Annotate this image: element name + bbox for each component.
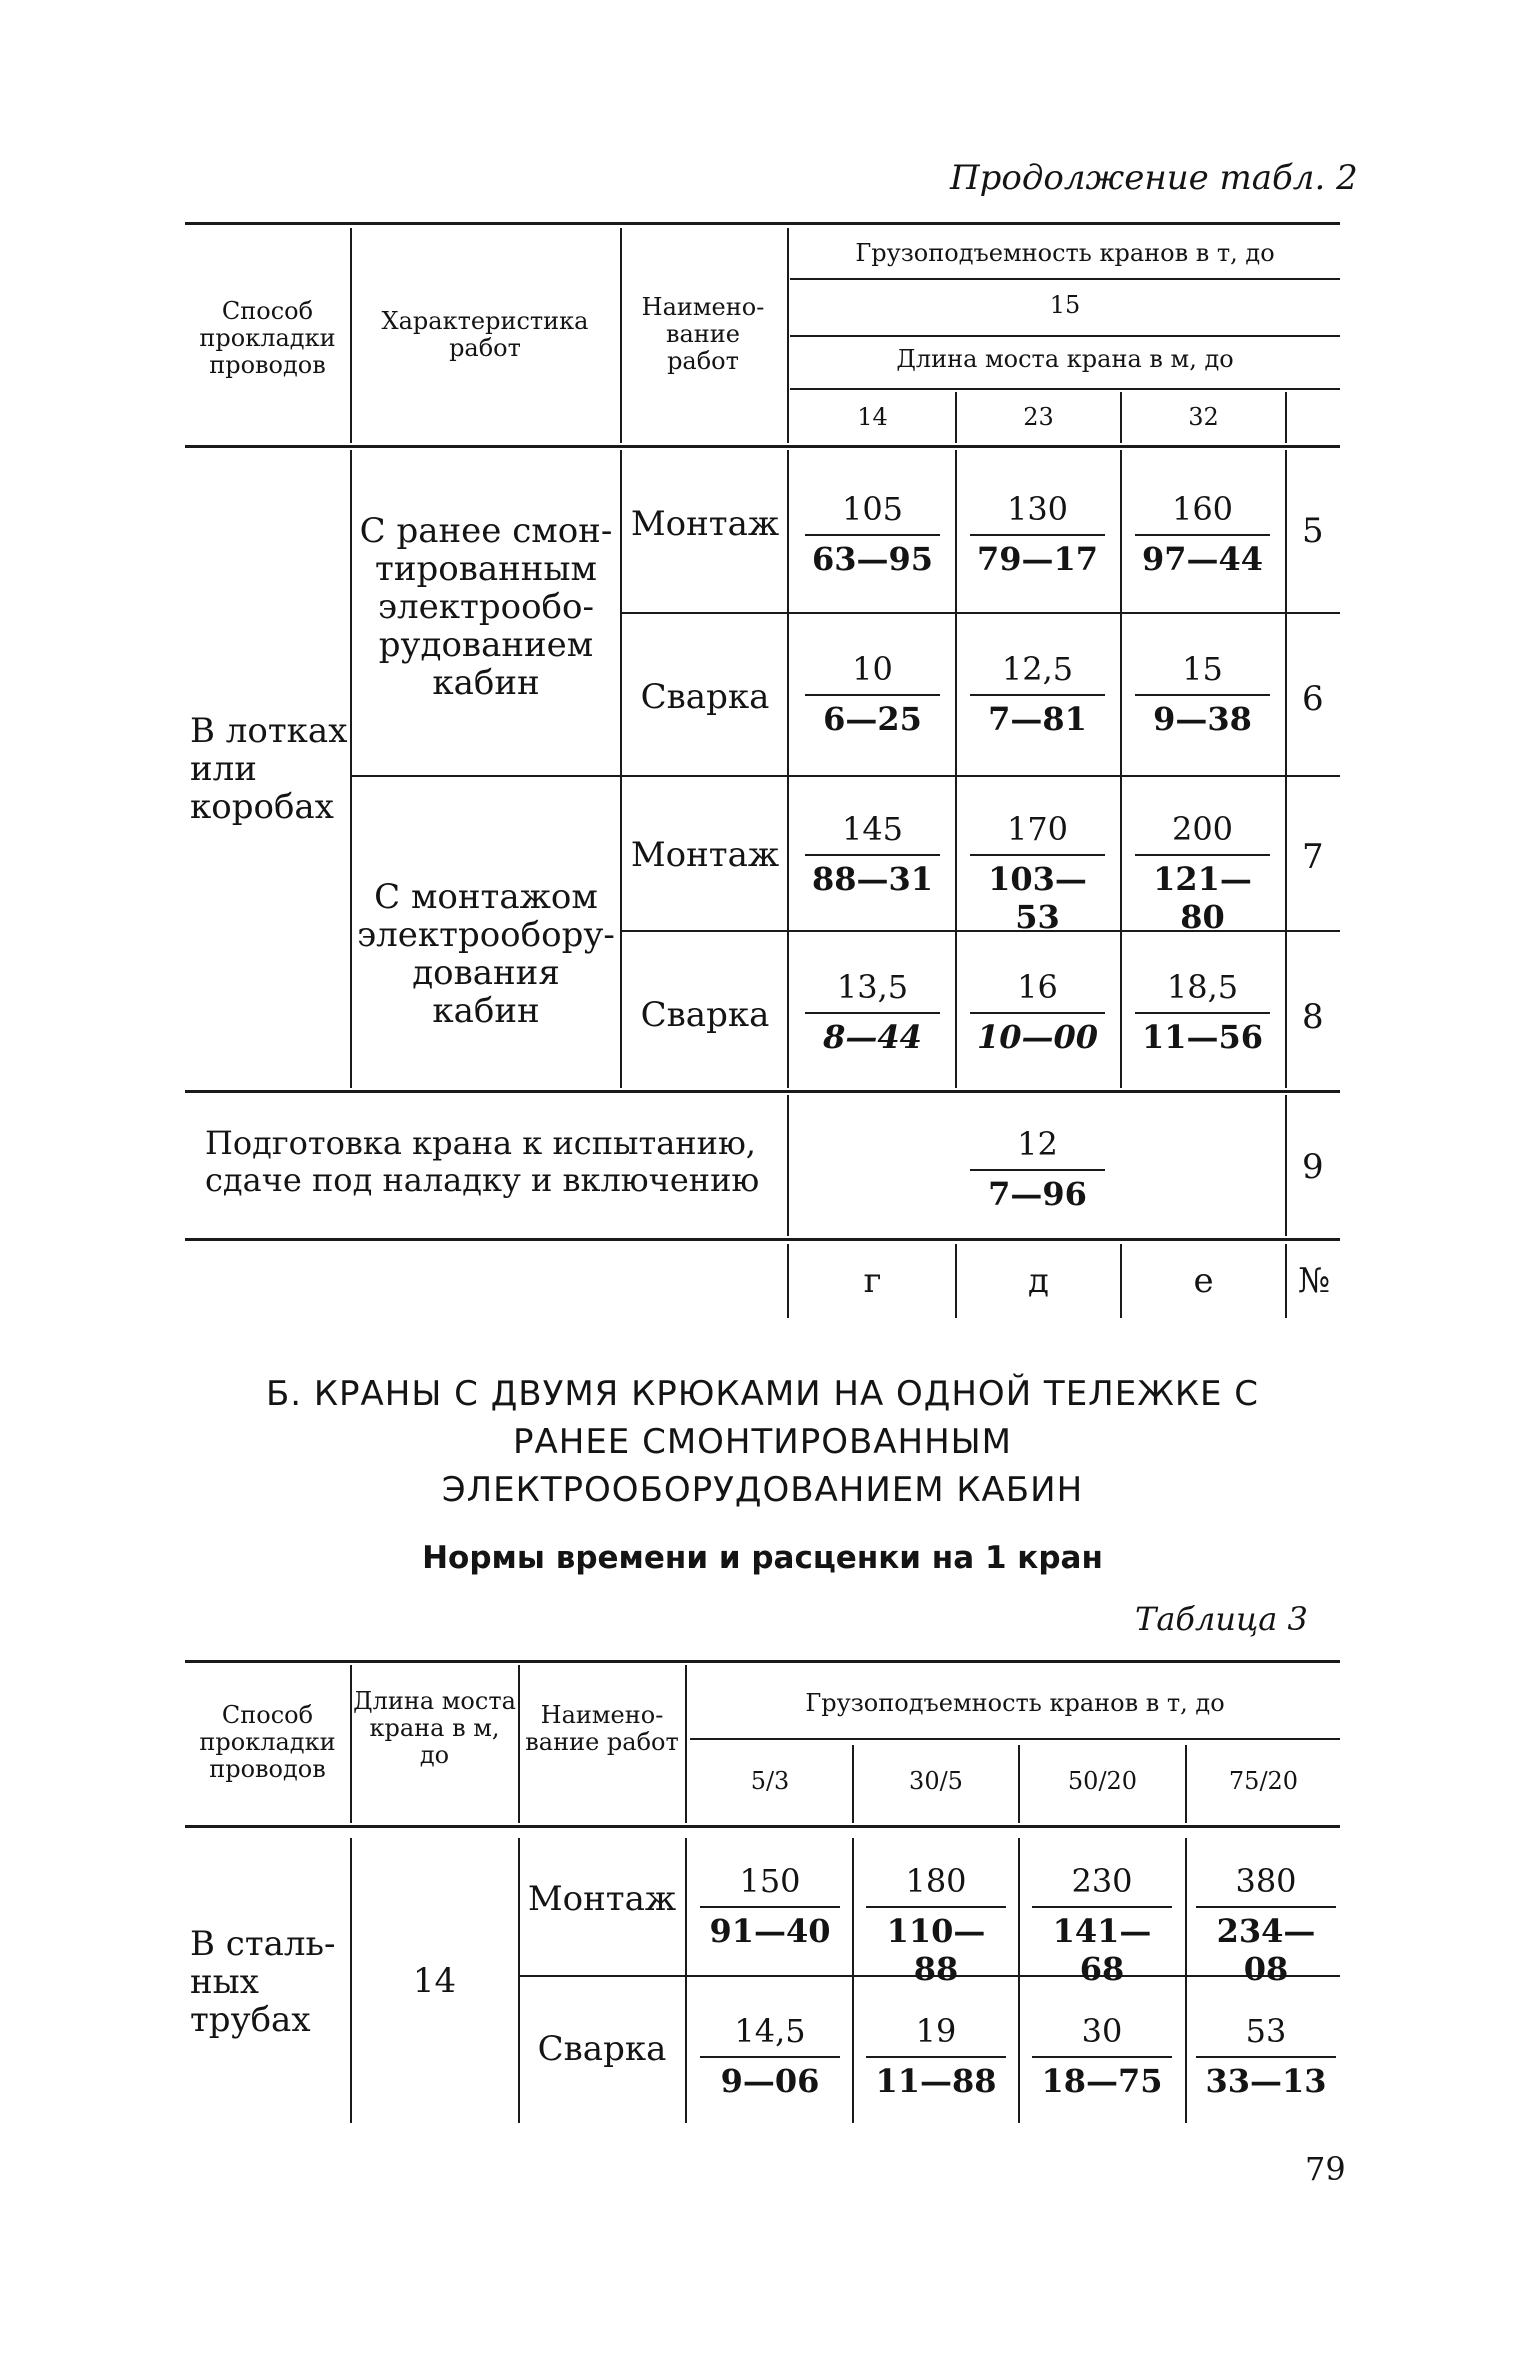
work-montage: Монтаж <box>527 1879 677 1919</box>
row-number: 6 <box>1302 679 1324 719</box>
header-capacity-value: 15 <box>1049 291 1081 319</box>
characteristic-with-mounting: С монтажом электрообору- дования кабин <box>357 877 615 1031</box>
norm-cell: $\frac{10}{6—25}$ <box>805 650 940 738</box>
continuation-caption: Продолжение табл. 2 <box>950 158 1358 198</box>
t3-capacity-75-20: 75/20 <box>1228 1767 1299 1795</box>
work-welding: Сварка <box>640 995 770 1035</box>
row-number: 9 <box>1302 1147 1324 1187</box>
row-number: 8 <box>1302 997 1324 1037</box>
norm-cell: $\frac{105}{63—95}$ <box>805 490 940 578</box>
norm-cell: $\frac{18,5}{11—56}$ <box>1135 968 1270 1056</box>
norm-cell: $\frac{150}{91—40}$ <box>700 1862 840 1950</box>
t3-capacity-50-20: 50/20 <box>1067 1767 1138 1795</box>
header-method: Способ прокладки проводов <box>199 297 336 379</box>
norm-cell: $\frac{13,5}{8—44}$ <box>805 968 940 1056</box>
method-trays: В лотках или коробах <box>190 711 348 827</box>
t3-header-work-name: Наимено- вание работ <box>525 1701 679 1756</box>
norm-cell: $\frac{170}{103—53}$ <box>970 810 1105 936</box>
norm-cell: $\frac{160}{97—44}$ <box>1135 490 1270 578</box>
t3-method-steel-pipes: В сталь- ных трубах <box>190 1924 336 2040</box>
t3-span-value: 14 <box>412 1961 457 2001</box>
norm-cell: $\frac{16}{10—00}$ <box>970 968 1105 1056</box>
footer-col-e: е <box>1193 1261 1214 1301</box>
norm-cell: $\frac{380}{234—08}$ <box>1196 1862 1336 1988</box>
section-title: Б. КРАНЫ С ДВУМЯ КРЮКАМИ НА ОДНОЙ ТЕЛЕЖКЕ С РАНЕЕ СМОНТИРОВАННЫМ ЭЛЕКТРООБОРУДОВАНИЕМ КАБИН <box>265 1374 1260 1510</box>
characteristic-premounted: С ранее смон- тированным электрообо- рудованием кабин <box>359 511 613 703</box>
row-number: 5 <box>1302 511 1324 551</box>
norm-cell: $\frac{130}{79—17}$ <box>970 490 1105 578</box>
footer-col-g: г <box>863 1261 882 1301</box>
header-characteristic: Характеристика работ <box>381 307 589 362</box>
prep-label: Подготовка крана к испытанию, сдаче под наладку и включению <box>205 1124 760 1199</box>
norm-cell: $\frac{19}{11—88}$ <box>866 2012 1006 2100</box>
norm-cell: $\frac{15}{9—38}$ <box>1135 650 1270 738</box>
header-span: Длина моста крана в м, до <box>896 345 1234 373</box>
work-welding: Сварка <box>537 2029 667 2069</box>
t3-header-span: Длина моста крана в м, до <box>353 1687 516 1769</box>
norm-cell: $\frac{30}{18—75}$ <box>1032 2012 1172 2100</box>
t3-header-capacity: Грузоподъемность кранов в т, до <box>805 1689 1225 1717</box>
t3-capacity-5-3: 5/3 <box>750 1767 790 1795</box>
norm-cell: $\frac{230}{141—68}$ <box>1032 1862 1172 1988</box>
header-work-name: Наимено- вание работ <box>641 293 765 375</box>
t3-header-method: Способ прокладки проводов <box>199 1701 336 1783</box>
work-montage: Монтаж <box>630 504 780 544</box>
header-span-14: 14 <box>857 403 888 431</box>
norm-cell: $\frac{14,5}{9—06}$ <box>700 2012 840 2100</box>
table3-caption: Таблица 3 <box>1135 1600 1308 1638</box>
norms-title: Нормы времени и расценки на 1 кран <box>422 1540 1103 1576</box>
norm-cell: $\frac{53}{33—13}$ <box>1196 2012 1336 2100</box>
footer-col-no: № <box>1298 1261 1331 1301</box>
header-span-32: 32 <box>1188 403 1219 431</box>
page-number: 79 <box>1305 2150 1346 2188</box>
norm-cell: $\frac{180}{110—88}$ <box>866 1862 1006 1988</box>
row-number: 7 <box>1302 837 1324 877</box>
norm-cell: $\frac{145}{88—31}$ <box>805 810 940 898</box>
work-welding: Сварка <box>640 677 770 717</box>
norm-cell: $\frac{12,5}{7—81}$ <box>970 650 1105 738</box>
norm-cell: $\frac{200}{121—80}$ <box>1135 810 1270 936</box>
header-span-23: 23 <box>1023 403 1054 431</box>
t3-capacity-30-5: 30/5 <box>909 1767 963 1795</box>
header-capacity: Грузоподъемность кранов в т, до <box>855 239 1275 267</box>
prep-cell: $\frac{12}{7—96}$ <box>970 1125 1105 1213</box>
work-montage: Монтаж <box>630 835 780 875</box>
footer-col-d: д <box>1028 1261 1049 1301</box>
